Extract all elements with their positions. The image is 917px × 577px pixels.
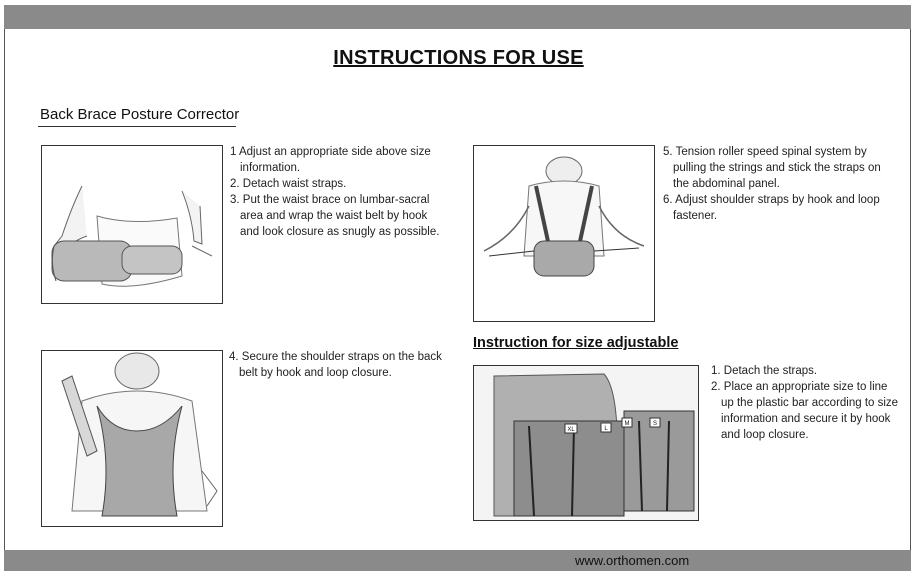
- size-section-title: Instruction for size adjustable: [473, 335, 679, 351]
- front-tension-illustration: [473, 145, 655, 322]
- size-tag-xl: XL: [567, 427, 575, 433]
- step-3: 3. Put the waist brace on lumbar-sacral area and wrap the waist belt by hook and look closure as snugly as possible.: [230, 194, 440, 238]
- step-1: 1 Adjust an appropriate side above size information.: [230, 146, 431, 174]
- step-5: 5. Tension roller speed spinal system by pulling the strings and stick the straps on the abdominal panel.: [663, 146, 881, 190]
- size-step-1: 1. Detach the straps.: [711, 365, 818, 377]
- page-title: INSTRUCTIONS FOR USE: [333, 47, 584, 69]
- size-adjustment-illustration: [473, 365, 699, 521]
- top-bar: [4, 5, 911, 29]
- size-step-2: 2. Place an appropriate size to line up the plastic bar according to size information and secure it by hook and loop closure.: [711, 381, 899, 441]
- size-steps-list: [711, 363, 901, 443]
- bottom-bar: [4, 550, 911, 571]
- waist-wrap-illustration: [41, 145, 223, 304]
- shoulder-straps-back-illustration: [41, 350, 223, 527]
- size-tag-l: L: [604, 426, 608, 432]
- size-tag-s: S: [652, 421, 658, 427]
- footer-website-link[interactable]: www.orthomen.com: [575, 553, 690, 568]
- product-name: Back Brace Posture Corrector: [40, 106, 240, 123]
- steps-list-b: [229, 349, 457, 381]
- step-4: 4. Secure the shoulder straps on the back belt by hook and loop closure.: [229, 351, 442, 379]
- size-tag-m: M: [624, 421, 630, 427]
- step-2: 2. Detach waist straps.: [230, 178, 347, 190]
- product-name-underline: [38, 126, 236, 127]
- step-6: 6. Adjust shoulder straps by hook and loop fastener.: [663, 194, 880, 222]
- steps-list-c: [663, 144, 888, 224]
- steps-list-a: [230, 144, 445, 240]
